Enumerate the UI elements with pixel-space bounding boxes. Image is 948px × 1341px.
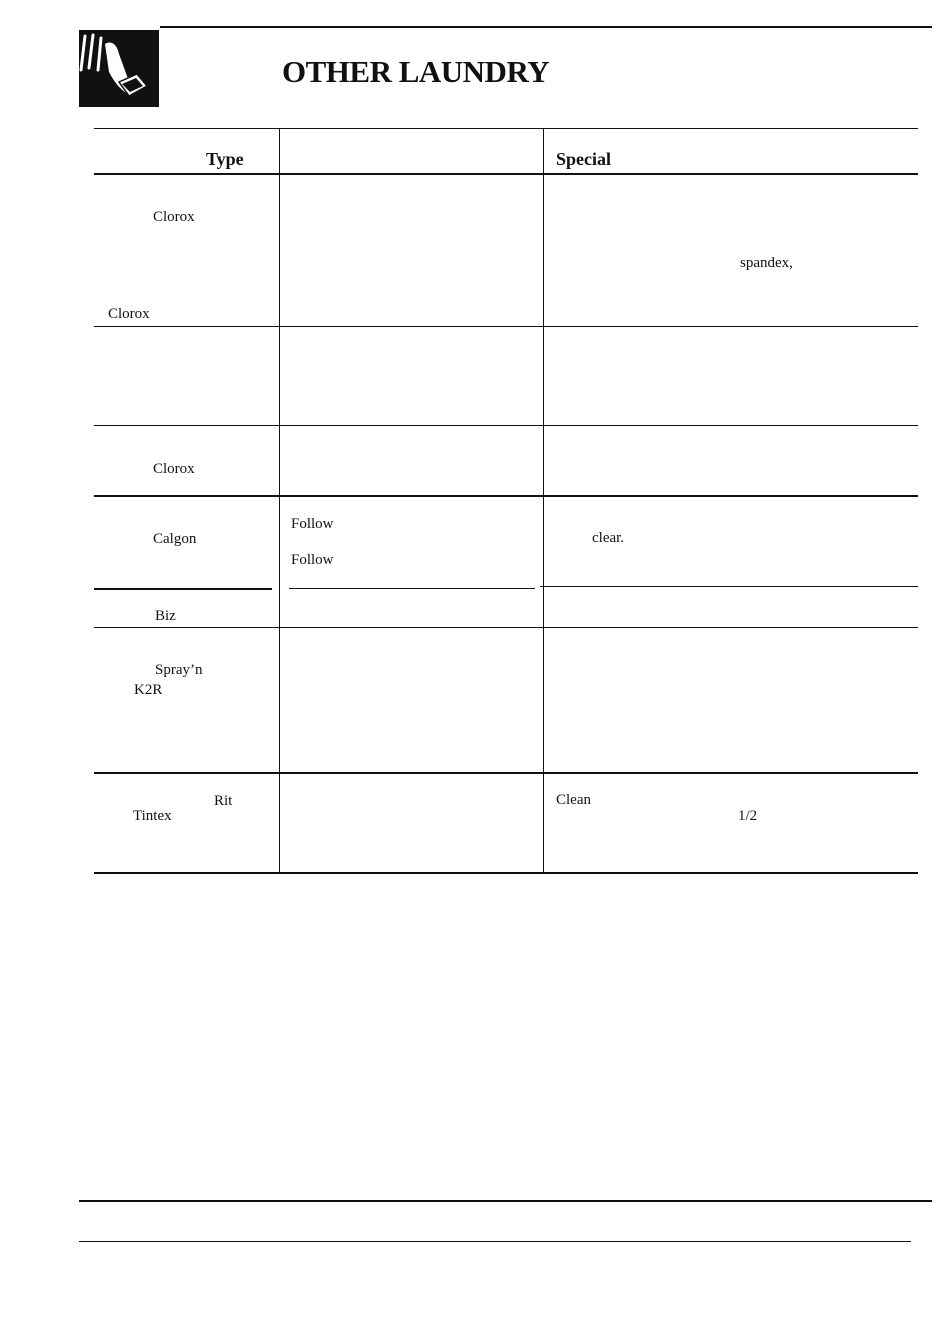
row3-bottom-rule [94, 495, 918, 497]
row2-bottom-rule [94, 425, 918, 426]
cell-clorox-3: Clorox [153, 461, 195, 477]
cell-clear: clear. [592, 530, 625, 546]
table-header-bottom-rule [94, 173, 918, 175]
row4-bottom-rule-left [94, 588, 272, 590]
cell-follow-1: Follow [291, 516, 334, 532]
cell-k2r: K2R [134, 682, 163, 698]
cell-clorox-2: Clorox [108, 306, 150, 322]
row6-bottom-rule [94, 772, 918, 774]
cell-tintex: Tintex [133, 808, 172, 824]
cell-calgon: Calgon [153, 531, 197, 547]
row4-bottom-rule-mid [289, 588, 535, 589]
cell-clean: Clean [556, 792, 591, 808]
row5-bottom-rule [94, 627, 918, 628]
column-divider-2 [543, 128, 544, 874]
page-title: OTHER LAUNDRY [282, 54, 550, 89]
footer-rule-upper [79, 1200, 932, 1202]
column-divider-1 [279, 128, 280, 874]
cell-spandex: spandex, [740, 255, 793, 271]
hand-icon-graphic [79, 30, 159, 107]
cell-biz: Biz [155, 608, 176, 624]
cell-clorox-1: Clorox [153, 209, 195, 225]
column-header-type: Type [206, 149, 244, 169]
table-bottom-rule [94, 872, 918, 874]
hand-pressing-button-icon [79, 30, 159, 107]
row1-bottom-rule [94, 326, 918, 327]
top-rule [160, 26, 932, 28]
cell-follow-2: Follow [291, 552, 334, 568]
cell-half: 1/2 [738, 808, 758, 824]
footer-rule-lower [79, 1241, 911, 1242]
row4-bottom-rule-right [540, 586, 918, 587]
cell-spray-n: Spray’n [155, 662, 203, 678]
table-top-rule [94, 128, 918, 129]
column-header-special: Special [556, 149, 612, 169]
cell-rit: Rit [214, 793, 233, 809]
